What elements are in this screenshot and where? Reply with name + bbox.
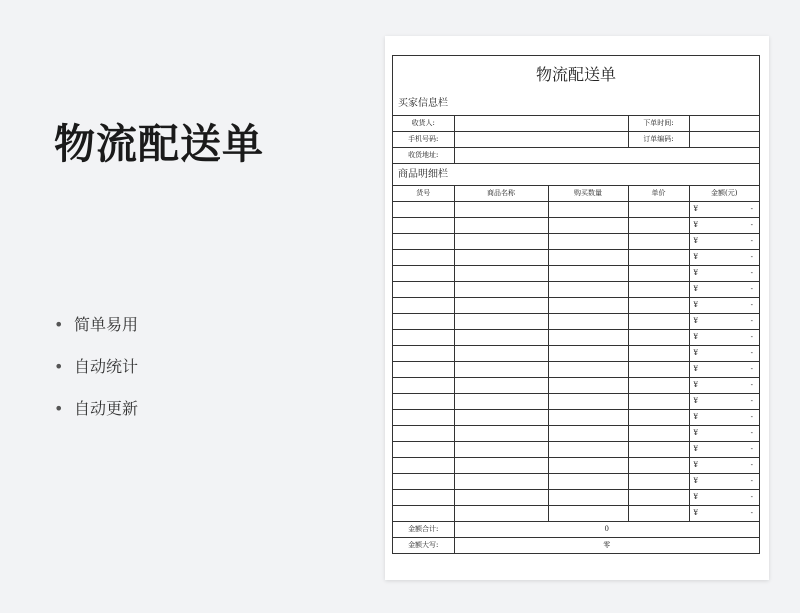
quantity-cell[interactable] bbox=[548, 218, 628, 234]
buyer-info-table bbox=[393, 116, 759, 164]
amount-value: - bbox=[750, 237, 753, 245]
currency-symbol: ¥ bbox=[693, 461, 698, 469]
unit-price-cell[interactable] bbox=[628, 266, 689, 282]
quantity-cell[interactable] bbox=[548, 314, 628, 330]
unit-price-cell[interactable] bbox=[628, 490, 689, 506]
column-header-quantity: 购买数量 bbox=[548, 186, 628, 202]
table-row bbox=[393, 506, 759, 522]
amount-cell bbox=[689, 298, 759, 314]
product-name-cell[interactable] bbox=[454, 250, 548, 266]
delivery-form bbox=[392, 55, 760, 554]
amount-value: - bbox=[750, 509, 753, 517]
feature-item bbox=[54, 313, 138, 355]
quantity-cell[interactable] bbox=[548, 298, 628, 314]
amount-value: - bbox=[750, 429, 753, 437]
amount-value: - bbox=[750, 365, 753, 373]
item-no-cell[interactable] bbox=[393, 282, 454, 298]
product-name-cell[interactable] bbox=[454, 298, 548, 314]
quantity-cell[interactable] bbox=[548, 250, 628, 266]
feature-label: 简单易用 bbox=[74, 315, 139, 334]
currency-symbol: ¥ bbox=[693, 413, 698, 421]
column-header-unit-price: 单价 bbox=[628, 186, 689, 202]
amount-cell bbox=[689, 218, 759, 234]
unit-price-cell[interactable] bbox=[628, 378, 689, 394]
currency-symbol: ¥ bbox=[693, 381, 698, 389]
goods-table bbox=[393, 186, 759, 522]
item-no-cell[interactable] bbox=[393, 314, 454, 330]
quantity-cell[interactable] bbox=[548, 426, 628, 442]
sum-upper-label: 金额大写: bbox=[393, 538, 454, 554]
quantity-cell[interactable] bbox=[548, 474, 628, 490]
amount-value: - bbox=[750, 333, 753, 341]
quantity-cell[interactable] bbox=[548, 282, 628, 298]
bullet-icon: • bbox=[54, 357, 64, 376]
currency-symbol: ¥ bbox=[693, 205, 698, 213]
unit-price-cell[interactable] bbox=[628, 410, 689, 426]
order-code-label: 订单编码: bbox=[628, 132, 689, 148]
quantity-cell[interactable] bbox=[548, 378, 628, 394]
sum-upper-value: 零 bbox=[454, 538, 759, 554]
unit-price-cell[interactable] bbox=[628, 426, 689, 442]
quantity-cell[interactable] bbox=[548, 362, 628, 378]
sum-value: 0 bbox=[454, 522, 759, 538]
item-no-cell[interactable] bbox=[393, 506, 454, 522]
currency-symbol: ¥ bbox=[693, 493, 698, 501]
amount-value: - bbox=[750, 445, 753, 453]
product-name-cell[interactable] bbox=[454, 266, 548, 282]
amount-value: - bbox=[750, 397, 753, 405]
item-no-cell[interactable] bbox=[393, 442, 454, 458]
currency-symbol: ¥ bbox=[693, 285, 698, 293]
product-name-cell[interactable] bbox=[454, 378, 548, 394]
bullet-icon: • bbox=[54, 399, 64, 418]
column-header-amount: 金额(元) bbox=[689, 186, 759, 202]
quantity-cell[interactable] bbox=[548, 394, 628, 410]
table-row bbox=[393, 250, 759, 266]
amount-cell bbox=[689, 442, 759, 458]
currency-symbol: ¥ bbox=[693, 333, 698, 341]
item-no-cell[interactable] bbox=[393, 250, 454, 266]
currency-symbol: ¥ bbox=[693, 237, 698, 245]
sum-label: 金额合计: bbox=[393, 522, 454, 538]
totals-table bbox=[393, 522, 759, 553]
currency-symbol: ¥ bbox=[693, 301, 698, 309]
amount-value: - bbox=[750, 285, 753, 293]
product-name-cell[interactable] bbox=[454, 410, 548, 426]
product-name-cell[interactable] bbox=[454, 474, 548, 490]
unit-price-cell[interactable] bbox=[628, 234, 689, 250]
table-row bbox=[393, 132, 759, 148]
table-row bbox=[393, 148, 759, 164]
table-row bbox=[393, 490, 759, 506]
amount-cell bbox=[689, 458, 759, 474]
amount-value: - bbox=[750, 253, 753, 261]
amount-cell bbox=[689, 202, 759, 218]
table-row bbox=[393, 410, 759, 426]
currency-symbol: ¥ bbox=[693, 477, 698, 485]
quantity-cell[interactable] bbox=[548, 506, 628, 522]
amount-cell bbox=[689, 474, 759, 490]
amount-cell bbox=[689, 346, 759, 362]
item-no-cell[interactable] bbox=[393, 458, 454, 474]
quantity-cell[interactable] bbox=[548, 442, 628, 458]
unit-price-cell[interactable] bbox=[628, 330, 689, 346]
unit-price-cell[interactable] bbox=[628, 298, 689, 314]
column-header-product-name: 商品名称 bbox=[454, 186, 548, 202]
amount-value: - bbox=[750, 477, 753, 485]
product-name-cell[interactable] bbox=[454, 458, 548, 474]
table-row bbox=[393, 538, 759, 554]
product-name-cell[interactable] bbox=[454, 506, 548, 522]
amount-cell bbox=[689, 378, 759, 394]
quantity-cell[interactable] bbox=[548, 202, 628, 218]
unit-price-cell[interactable] bbox=[628, 282, 689, 298]
unit-price-cell[interactable] bbox=[628, 202, 689, 218]
goods-table-body bbox=[393, 202, 759, 522]
table-row bbox=[393, 474, 759, 490]
currency-symbol: ¥ bbox=[693, 269, 698, 277]
amount-value: - bbox=[750, 493, 753, 501]
amount-cell bbox=[689, 314, 759, 330]
table-row bbox=[393, 298, 759, 314]
feature-item bbox=[54, 355, 138, 397]
amount-value: - bbox=[750, 269, 753, 277]
item-no-cell[interactable] bbox=[393, 298, 454, 314]
product-name-cell[interactable] bbox=[454, 234, 548, 250]
receiver-label: 收货人: bbox=[393, 116, 454, 132]
product-name-cell[interactable] bbox=[454, 282, 548, 298]
order-code-field[interactable] bbox=[689, 132, 759, 148]
quantity-cell[interactable] bbox=[548, 490, 628, 506]
item-no-cell[interactable] bbox=[393, 202, 454, 218]
table-row bbox=[393, 330, 759, 346]
item-no-cell[interactable] bbox=[393, 218, 454, 234]
quantity-cell[interactable] bbox=[548, 346, 628, 362]
amount-cell bbox=[689, 426, 759, 442]
receiver-field[interactable] bbox=[454, 116, 628, 132]
buyer-section-title: 买家信息栏 bbox=[393, 93, 759, 116]
order-time-field[interactable] bbox=[689, 116, 759, 132]
unit-price-cell[interactable] bbox=[628, 506, 689, 522]
amount-value: - bbox=[750, 413, 753, 421]
table-row bbox=[393, 522, 759, 538]
unit-price-cell[interactable] bbox=[628, 218, 689, 234]
amount-value: - bbox=[750, 205, 753, 213]
item-no-cell[interactable] bbox=[393, 378, 454, 394]
product-name-cell[interactable] bbox=[454, 330, 548, 346]
unit-price-cell[interactable] bbox=[628, 250, 689, 266]
item-no-cell[interactable] bbox=[393, 330, 454, 346]
currency-symbol: ¥ bbox=[693, 317, 698, 325]
phone-field[interactable] bbox=[454, 132, 628, 148]
product-name-cell[interactable] bbox=[454, 394, 548, 410]
currency-symbol: ¥ bbox=[693, 253, 698, 261]
table-row bbox=[393, 218, 759, 234]
amount-cell bbox=[689, 506, 759, 522]
currency-symbol: ¥ bbox=[693, 221, 698, 229]
unit-price-cell[interactable] bbox=[628, 346, 689, 362]
amount-cell bbox=[689, 490, 759, 506]
goods-section-title: 商品明细栏 bbox=[393, 164, 759, 186]
currency-symbol: ¥ bbox=[693, 349, 698, 357]
address-field[interactable] bbox=[454, 148, 759, 164]
table-header-row bbox=[393, 186, 759, 202]
quantity-cell[interactable] bbox=[548, 234, 628, 250]
quantity-cell[interactable] bbox=[548, 266, 628, 282]
order-time-label: 下单时间: bbox=[628, 116, 689, 132]
document-preview bbox=[385, 36, 769, 580]
unit-price-cell[interactable] bbox=[628, 314, 689, 330]
item-no-cell[interactable] bbox=[393, 346, 454, 362]
bullet-icon: • bbox=[54, 315, 64, 334]
item-no-cell[interactable] bbox=[393, 362, 454, 378]
product-name-cell[interactable] bbox=[454, 314, 548, 330]
amount-value: - bbox=[750, 301, 753, 309]
quantity-cell[interactable] bbox=[548, 458, 628, 474]
table-row bbox=[393, 314, 759, 330]
quantity-cell[interactable] bbox=[548, 410, 628, 426]
product-name-cell[interactable] bbox=[454, 218, 548, 234]
item-no-cell[interactable] bbox=[393, 394, 454, 410]
amount-value: - bbox=[750, 381, 753, 389]
item-no-cell[interactable] bbox=[393, 266, 454, 282]
amount-cell bbox=[689, 250, 759, 266]
amount-value: - bbox=[750, 349, 753, 357]
amount-value: - bbox=[750, 317, 753, 325]
feature-label: 自动统计 bbox=[74, 357, 139, 376]
currency-symbol: ¥ bbox=[693, 397, 698, 405]
form-title: 物流配送单 bbox=[535, 65, 616, 84]
promo-title: 物流配送单 bbox=[54, 120, 264, 168]
currency-symbol: ¥ bbox=[693, 509, 698, 517]
amount-value: - bbox=[750, 461, 753, 469]
table-row bbox=[393, 362, 759, 378]
product-name-cell[interactable] bbox=[454, 490, 548, 506]
table-row bbox=[393, 442, 759, 458]
currency-symbol: ¥ bbox=[693, 365, 698, 373]
address-label: 收货地址: bbox=[393, 148, 454, 164]
currency-symbol: ¥ bbox=[693, 445, 698, 453]
amount-cell bbox=[689, 410, 759, 426]
table-row bbox=[393, 394, 759, 410]
unit-price-cell[interactable] bbox=[628, 474, 689, 490]
column-header-item-no: 货号 bbox=[393, 186, 454, 202]
item-no-cell[interactable] bbox=[393, 234, 454, 250]
item-no-cell[interactable] bbox=[393, 426, 454, 442]
table-row bbox=[393, 234, 759, 250]
table-row bbox=[393, 346, 759, 362]
amount-cell bbox=[689, 282, 759, 298]
unit-price-cell[interactable] bbox=[628, 458, 689, 474]
product-name-cell[interactable] bbox=[454, 362, 548, 378]
unit-price-cell[interactable] bbox=[628, 442, 689, 458]
amount-cell bbox=[689, 234, 759, 250]
table-row bbox=[393, 282, 759, 298]
table-row bbox=[393, 378, 759, 394]
product-name-cell[interactable] bbox=[454, 346, 548, 362]
product-name-cell[interactable] bbox=[454, 202, 548, 218]
currency-symbol: ¥ bbox=[693, 429, 698, 437]
amount-value: - bbox=[750, 221, 753, 229]
table-row bbox=[393, 426, 759, 442]
unit-price-cell[interactable] bbox=[628, 394, 689, 410]
product-name-cell[interactable] bbox=[454, 442, 548, 458]
feature-list bbox=[54, 313, 138, 439]
table-row bbox=[393, 116, 759, 132]
feature-item bbox=[54, 397, 138, 439]
amount-cell bbox=[689, 266, 759, 282]
quantity-cell[interactable] bbox=[548, 330, 628, 346]
item-no-cell[interactable] bbox=[393, 490, 454, 506]
phone-label: 手机号码: bbox=[393, 132, 454, 148]
unit-price-cell[interactable] bbox=[628, 362, 689, 378]
table-row bbox=[393, 202, 759, 218]
amount-cell bbox=[689, 330, 759, 346]
amount-cell bbox=[689, 394, 759, 410]
amount-cell bbox=[689, 362, 759, 378]
item-no-cell[interactable] bbox=[393, 410, 454, 426]
item-no-cell[interactable] bbox=[393, 474, 454, 490]
table-row bbox=[393, 458, 759, 474]
product-name-cell[interactable] bbox=[454, 426, 548, 442]
table-row bbox=[393, 266, 759, 282]
feature-label: 自动更新 bbox=[74, 399, 139, 418]
